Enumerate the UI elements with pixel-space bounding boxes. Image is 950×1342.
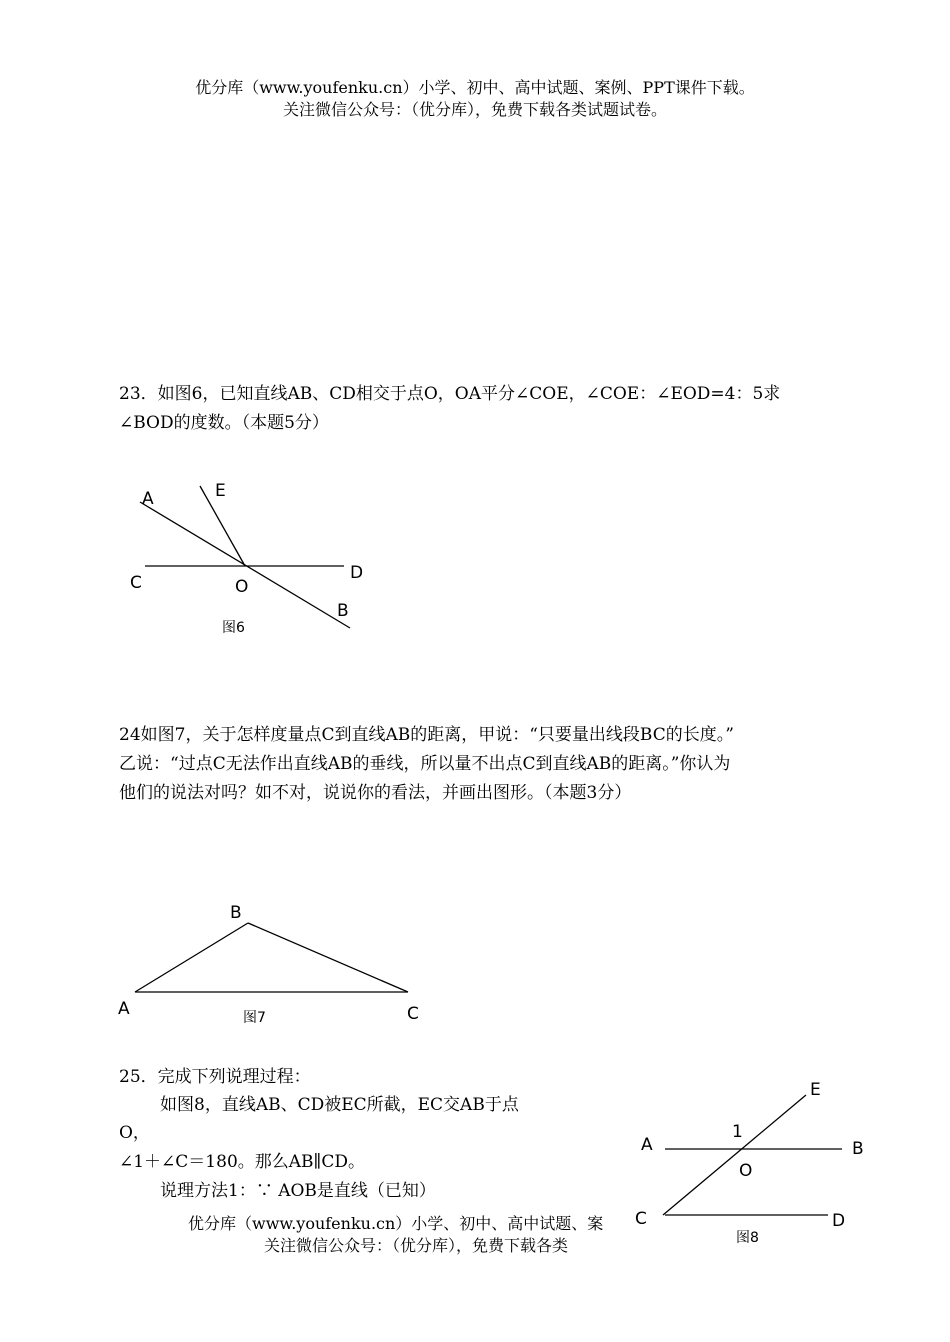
figure-8 [630,1070,880,1255]
figure-6-caption: 图6 [222,620,245,636]
label-e: E [810,1080,821,1100]
header-line-2: 关注微信公众号：（优分库），免费下载各类试题试卷。 [282,100,667,119]
figure-8-caption: 图8 [736,1230,759,1246]
q25-text-line-5: 说理方法1：∵ AOB是直线（已知） [160,1181,436,1201]
figure-7 [110,895,430,1030]
header-line-1: 优分库（www.youfenku.cn）小学、初中、高中试题、案例、PPT课件下载。 [195,78,755,97]
label-a: A [641,1135,653,1155]
q25-text-line-2: 如图8，直线AB、CD被EC所截，EC交AB于点 [160,1095,519,1115]
label-o: O [739,1161,753,1181]
segment-ab [135,923,248,992]
footer-line-1: 优分库（www.youfenku.cn）小学、初中、高中试题、案 [188,1214,604,1233]
label-c: C [407,1004,419,1024]
q23-text-line-2: ∠BOD的度数。（本题5分） [119,413,329,433]
footer-line-2: 关注微信公众号：（优分库），免费下载各类 [264,1236,569,1255]
q24-text-line-2: 乙说：“过点C无法作出直线AB的垂线，所以量不出点C到直线AB的距离。”你认为 [119,754,731,774]
q24-text-line-1: 24如图7，关于怎样度量点C到直线AB的距离，甲说：“只要量出线段BC的长度。” [119,725,734,745]
q24-text-line-3: 他们的说法对吗？如不对，说说你的看法，并画出图形。（本题3分） [119,783,632,803]
label-d: D [832,1211,846,1231]
q25-text-line-3: O， [119,1123,150,1143]
label-e: E [215,481,226,501]
segment-bc [248,923,408,992]
label-b: B [852,1139,864,1159]
q25-text-line-4: ∠1＋∠C＝180。那么AB∥CD。 [119,1152,366,1172]
label-a: A [118,999,130,1019]
label-angle-1: 1 [732,1122,743,1142]
q25-text-line-1: 25．完成下列说理过程： [119,1067,311,1087]
label-c: C [130,573,142,593]
q23-text-line-1: 23．如图6，已知直线AB、CD相交于点O，OA平分∠COE，∠COE：∠EOD=4：5求 [119,384,781,404]
line-ec [663,1095,806,1215]
label-b: B [337,601,349,621]
figure-6 [120,470,370,640]
label-a: A [142,489,154,509]
label-b: B [230,903,242,923]
label-o: O [235,577,249,597]
figure-7-caption: 图7 [243,1010,266,1026]
label-d: D [350,563,364,583]
label-c: C [635,1209,647,1229]
